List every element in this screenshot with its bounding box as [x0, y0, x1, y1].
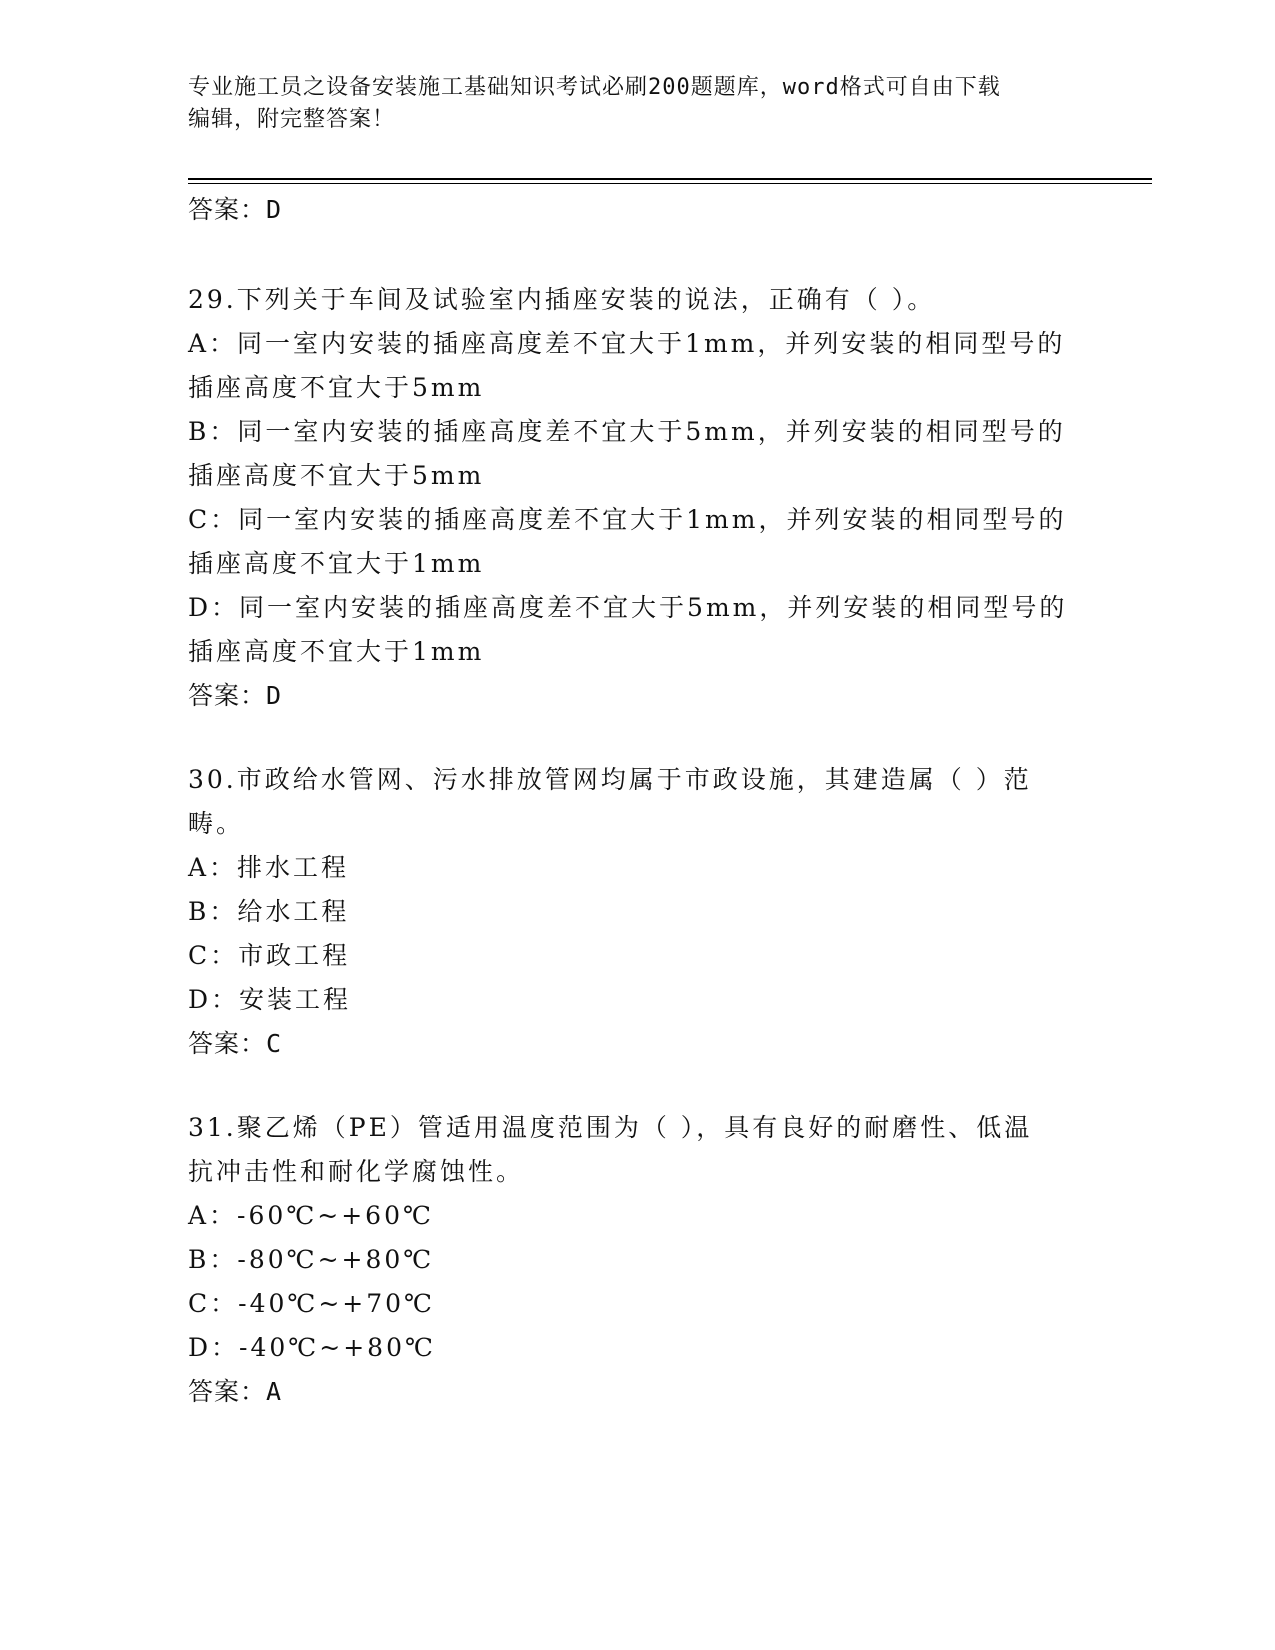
- header-divider: [188, 178, 1152, 180]
- header-line-2: 编辑，附完整答案！: [188, 107, 396, 132]
- question-31-stem-cont: 抗冲击性和耐化学腐蚀性。: [188, 1157, 525, 1186]
- question-31-option-d: D：-40℃~+80℃: [188, 1333, 436, 1362]
- question-29-option-c: C：同一室内安装的插座高度差不宜大于1mm，并列安装的相同型号的: [188, 505, 1067, 534]
- question-29-option-a: A：同一室内安装的插座高度差不宜大于1mm，并列安装的相同型号的: [188, 329, 1066, 358]
- question-31-option-c: C：-40℃~+70℃: [188, 1289, 436, 1318]
- header-line-1: 专业施工员之设备安装施工基础知识考试必刷200题题库，word格式可自由下载: [188, 75, 1001, 100]
- question-30-stem: 30.市政给水管网、污水排放管网均属于市政设施，其建造属（ ）范: [188, 765, 1032, 794]
- question-31-option-b: B：-80℃~+80℃: [188, 1245, 435, 1274]
- question-31-stem: 31.聚乙烯（PE）管适用温度范围为（ ），具有良好的耐磨性、低温: [188, 1113, 1033, 1142]
- question-29-option-d: D：同一室内安装的插座高度差不宜大于5mm，并列安装的相同型号的: [188, 593, 1068, 622]
- question-30-option-b: B：给水工程: [188, 897, 350, 926]
- header-divider-thin: [188, 183, 1152, 184]
- question-30-option-a: A：排水工程: [188, 853, 350, 882]
- page-header: [188, 72, 1088, 136]
- question-29-stem: 29.下列关于车间及试验室内插座安装的说法，正确有（ ）。: [188, 285, 936, 314]
- question-29-option-c-cont: 插座高度不宜大于1mm: [188, 549, 485, 578]
- question-30-option-d: D：安装工程: [188, 985, 352, 1014]
- question-31-option-a: A：-60℃~+60℃: [188, 1201, 434, 1230]
- question-29-option-a-cont: 插座高度不宜大于5mm: [188, 373, 485, 402]
- previous-answer: 答案：D: [188, 195, 283, 224]
- question-31-answer: 答案：A: [188, 1377, 283, 1406]
- question-29-option-b-cont: 插座高度不宜大于5mm: [188, 461, 485, 490]
- question-30-stem-cont: 畴。: [188, 809, 245, 838]
- question-30-answer: 答案：C: [188, 1029, 283, 1058]
- question-29-option-b: B：同一室内安装的插座高度差不宜大于5mm，并列安装的相同型号的: [188, 417, 1066, 446]
- question-29-answer: 答案：D: [188, 681, 283, 710]
- question-29-option-d-cont: 插座高度不宜大于1mm: [188, 637, 485, 666]
- question-30-option-c: C：市政工程: [188, 941, 351, 970]
